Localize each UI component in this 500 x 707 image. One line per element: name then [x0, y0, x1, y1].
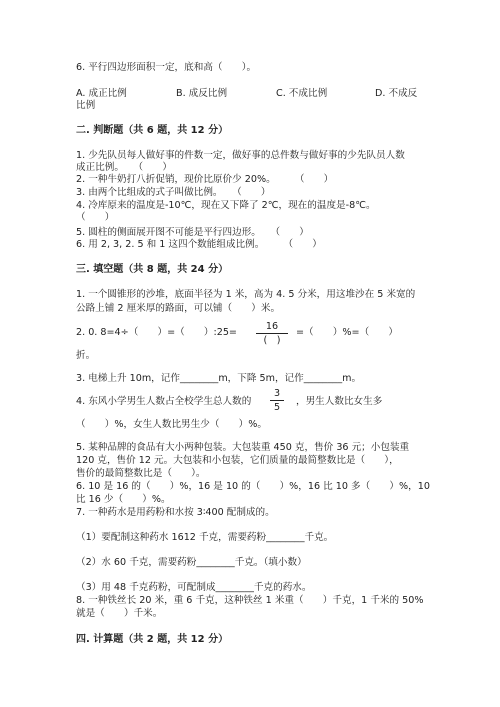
tf-item-6: 6. 用 2, 3, 2. 5 和 1 这四个数能组成比例。 （ ）	[76, 239, 322, 250]
fraction-numerator: 16	[265, 321, 279, 332]
tf-item-1-line1: 1. 少先队员每人做好事的件数一定，做好事的总件数与做好事的少先队员人数	[76, 150, 405, 161]
option-c: C. 不成比例	[276, 88, 328, 99]
fill-q7-sub2: （2）水 60 千克，需要药粉________千克。（填小数）	[76, 557, 307, 568]
fill-q6-line1: 6. 10 是 16 的（ ）%，16 是 10 的（ ）%，16 比 10 多（ ）%，10	[76, 481, 430, 492]
fill-q2-tail: 折。	[76, 350, 96, 361]
fraction-denominator: ( )	[263, 335, 281, 346]
fill-q7-sub3: （3）用 48 千克药粉，可配制成________千克的药水。	[76, 582, 312, 593]
fill-q8-line1: 8. 一种铁丝长 20 米，重 6 千克，这种铁丝 1 米重（ ）千克，1 千米的 50%	[76, 595, 424, 606]
fill-q5-line2: 120 克，售价 12 元。大包装和小包装，它们质量的最简整数比是（ ），	[76, 455, 399, 466]
fill-q4-line2: （ ）%，女生人数比男生少（ ）%。	[76, 419, 267, 430]
tf-item-5: 5. 圆柱的侧面展开图不可能是平行四边形。 （ ）	[76, 227, 309, 238]
fill-q3: 3. 电梯上升 10m，记作________m，下降 5m，记作________m。	[76, 373, 362, 384]
fill-q4-fraction	[270, 388, 284, 413]
tf-item-4-line1: 4. 冷库原来的温度是-10℃，现在又下降了 2℃，现在的温度是-8℃。	[76, 200, 376, 211]
fraction-denominator: 5	[273, 402, 281, 413]
fraction-numerator: 3	[273, 388, 281, 399]
fill-q1-line2: 公路上铺 2 厘米厚的路面，可以铺（ ）米。	[76, 303, 281, 314]
fill-q8-line2: 就是（ ）千米。	[76, 608, 163, 619]
section-heading-true-false: 二. 判断题（共 6 题，共 12 分）	[76, 125, 229, 136]
fill-q2-left: 2. 0. 8=4÷（ ）=（ ）:25=	[76, 327, 237, 338]
section-heading-calculation: 四. 计算题（共 2 题，共 12 分）	[76, 634, 229, 645]
tf-item-1-line2: 成正比例。 （ ）	[76, 162, 172, 173]
fill-q2-right: =（ ）%=（ ）	[296, 327, 398, 338]
fill-q1-line1: 1. 一个圆锥形的沙堆，底面半径为 1 米，高为 4. 5 分米，用这堆沙在 5 米宽的	[76, 289, 416, 300]
option-b: B. 成反比例	[176, 88, 228, 99]
option-d: D. 不成反	[375, 88, 418, 99]
fill-q7-line1: 7. 一种药水是用药粉和水按 3∶400 配制成的。	[76, 507, 275, 518]
question-6-text: 6. 平行四边形面积一定，底和高（ ）。	[76, 62, 257, 73]
option-a: A. 成正比例	[76, 88, 127, 99]
fill-q7-sub1: （1）要配制这种药水 1612 千克，需要药粉________千克。	[76, 532, 334, 543]
fill-q6-line2: 比 16 少（ ）%。	[76, 494, 171, 505]
option-d-wrap: 比例	[76, 100, 96, 111]
tf-item-4-line2: （ ）	[76, 212, 115, 223]
fill-q2-fraction	[256, 321, 288, 346]
fill-q4-left: 4. 东风小学男生人数占全校学生总人数的	[76, 396, 252, 407]
fill-q4-right: ，男生人数比女生多	[296, 396, 383, 407]
section-heading-fill-blank: 三. 填空题（共 8 题，共 24 分）	[76, 264, 229, 275]
tf-item-3: 3. 由两个比组成的式子叫做比例。 （ ）	[76, 187, 271, 198]
tf-item-2: 2. 一种牛奶打八折促销，现价比原价少 20%。 （ ）	[76, 174, 334, 185]
fraction-bar	[256, 333, 288, 334]
fill-q5-line1: 5. 某种品牌的食品有大小两种包装。大包装重 450 克，售价 36 元；小包装重	[76, 442, 410, 453]
fraction-bar	[270, 400, 284, 401]
fill-q5-line3: 售价的最简整数比是（ ）。	[76, 468, 206, 479]
